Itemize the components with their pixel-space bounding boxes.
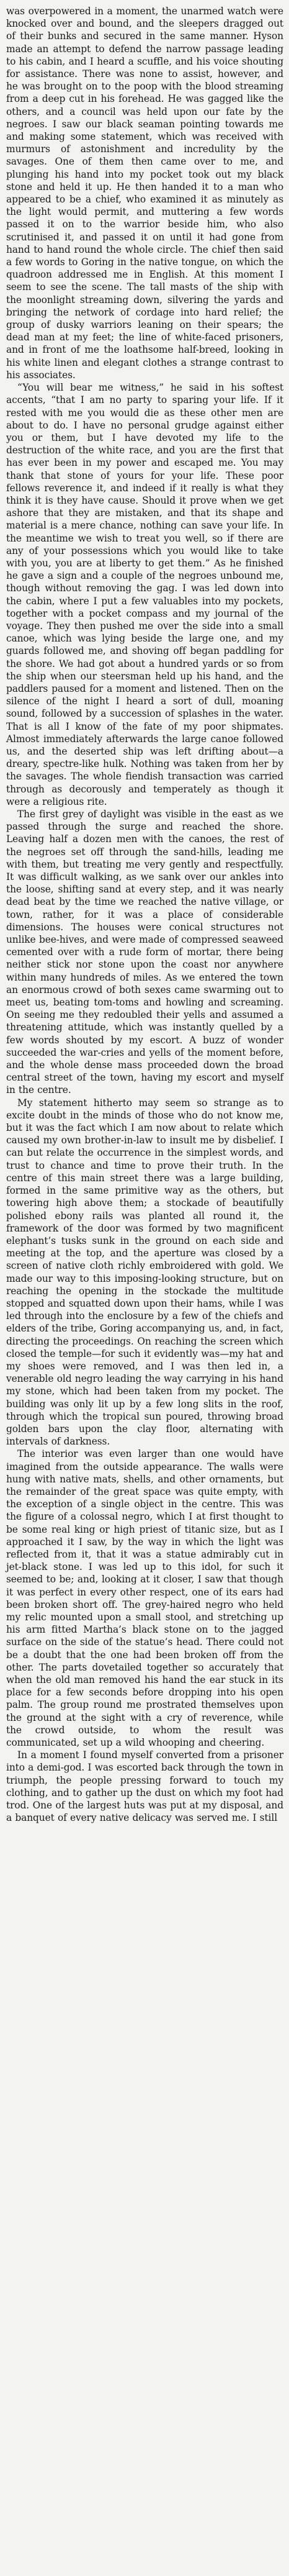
paragraph-2: “You will bear me witness,” he said in his softest accents, “that I am no party to sparing your life. If it rested with me you would die as these other men are about to do. I have no personal grudge against either you or them, but I have devoted my life to the destruction of the white race, and you are the first that has ever been in my power and escaped me. You may thank that stone of yours for your life. These poor fellows reverence it, and indeed if it really is what they think it is they have cause. Should it prove when we get ashore that they are mistaken, and that its shape and material is a mere chance, nothing can save your life. In the meantime we wish to treat you well, so if there are any of your possessions which you would like to take with you, you are at liberty to get them.” As he finished he gave a sign and a couple of the negroes unbound me, though without removing the gag. I was led down into the cabin, where I put a few valuables into my pockets, together with a pocket compass and my journal of the voyage. They then pushed me over the side into a small canoe, which was lying beside the large one, and my guards followed me, and shoving off began paddling for the shore. We had got about a hundred yards or so from the ship when our steersman held up his hand, and the paddlers paused for a moment and listened. Then on the silence of the night I heard a sort of dull, moaning sound, followed by a succession of splashes in the water. That is all I know of the fate of my poor shipmates. Almost immediately afterwards the large canoe followed us, and the deserted ship was left drifting about—a dreary, spectre-like hulk. Nothing was taken from her by the savages. The whole fiendish transaction was carried through as decorously and temperately as though it were a religious rite. — [6, 382, 283, 807]
paragraph-4: My statement hitherto may seem so strange as to excite doubt in the minds of those who do not know me, but it was the fact which I am now about to relate which caused my own brother-in-law to insult me by disbelief. I can but relate the occurrence in the simplest words, and trust to chance and time to prove their truth. In the centre of this main street there was a large building, formed in the same primitive way as the others, but towering high above them; a stockade of beautifully polished ebony rails was planted all round it, the framework of the door was formed by two magnificent elephant’s tusks sunk in the ground on each side and meeting at the top, and the aperture was closed by a screen of native cloth richly embroidered with gold. We made our way to this imposing-looking structure, but on reaching the opening in the stockade the multitude stopped and squatted down upon their hams, while I was led through into the enclosure by a few of the chiefs and elders of the tribe, Goring accompanying us, and, in fact, directing the proceedings. On reaching the screen which closed the temple—for such it evidently was—my hat and my shoes were removed, and I was then led in, a venerable old negro leading the way carrying in his hand my stone, which had been taken from my pocket. The building was only lit up by a few long slits in the roof, through which the tropical sun poured, throwing broad golden bars upon the clay floor, alternating with intervals of darkness. — [6, 1097, 283, 1448]
paragraph-5: The interior was even larger than one would have imagined from the outside appearance. The walls were hung with native mats, shells, and other ornaments, but the remainder of the great space was quite empty, with the exception of a single object in the centre. This was the figure of a colossal negro, which I at first thought to be some real king or high priest of titanic size, but as I approached it I saw, by the way in which the light was reflected from it, that it was a statue admirably cut in jet-black stone. I was led up to this idol, for such it seemed to be; and, looking at it closer, I saw that though it was perfect in every other respect, one of its ears had been broken short off. The grey-haired negro who held my relic mounted upon a small stool, and stretching up his arm fitted Martha’s black stone on to the jagged surface on the side of the statue’s head. There could not be a doubt that the one had been broken off from the other. The parts dovetailed together so accurately that when the old man removed his hand the ear stuck in its place for a few seconds before dropping into his open palm. The group round me prostrated themselves upon the ground at the sight with a cry of reverence, while the crowd outside, to whom the result was communicated, set up a wild whooping and cheering. — [6, 1448, 283, 1749]
article-column — [6, 5, 283, 1824]
paragraph-3: The first grey of daylight was visible in the east as we passed through the surge and reached the shore. Leaving half a dozen men with the canoes, the rest of the negroes set off through the sand-hills, leading me with them, but treating me very gently and respectfully. It was difficult walking, as we sank over our ankles into the loose, shifting sand at every step, and it was nearly dead beat by the time we reached the native village, or town, rather, for it was a place of considerable dimensions. The houses were conical structures not unlike bee-hives, and were made of compressed seaweed cemented over with a rude form of mortar, there being neither stick nor stone upon the coast nor anywhere within many hundreds of miles. As we entered the town an enormous crowd of both sexes came swarming out to meet us, beating tom-toms and howling and screaming. On seeing me they redoubled their yells and assumed a threatening attitude, which was instantly quelled by a few words shouted by my escort. A buzz of wonder succeeded the war-cries and yells of the moment before, and the whole dense mass proceeded down the broad central street of the town, having my escort and myself in the centre. — [6, 809, 283, 1096]
paragraph-1: was overpowered in a moment, the unarmed watch were knocked over and bound, and the sleepers dragged out of their bunks and secured in the same manner. Hyson made an attempt to defend the narrow passage leading to his cabin, and I heard a scuffle, and his voice shouting for assistance. There was none to assist, however, and he was brought on to the poop with the blood streaming from a deep cut in his forehead. He was gagged like the others, and a council was held upon our fate by the negroes. I saw our black seaman pointing towards me and making some statement, which was received with murmurs of astonishment and incredulity by the savages. One of them then came over to me, and plunging his hand into my pocket took out my black stone and held it up. He then handed it to a man who appeared to be a chief, who examined it as minutely as the light would permit, and muttering a few words passed it on to the warrior beside him, who also scrutinised it, and passed it on until it had gone from hand to hand round the whole circle. The chief then said a few words to Goring in the native tongue, on which the quadroon addressed me in English. At this moment I seem to see the scene. The tall masts of the ship with the moonlight streaming down, silvering the yards and bringing the network of cordage into hard relief; the group of dusky warriors leaning on their spears; the dead man at my feet; the line of white-faced prisoners, and in front of me the loathsome half-breed, looking in his white linen and elegant clothes a strange contrast to his associates. — [6, 6, 283, 381]
paragraph-6: In a moment I found myself converted from a prisoner into a demi-god. I was escorted back through the town in triumph, the people pressing forward to touch my clothing, and to gather up the dust on which my foot had trod. One of the largest huts was put at my disposal, and a banquet of every native delicacy was served me. I still — [6, 1749, 283, 1824]
